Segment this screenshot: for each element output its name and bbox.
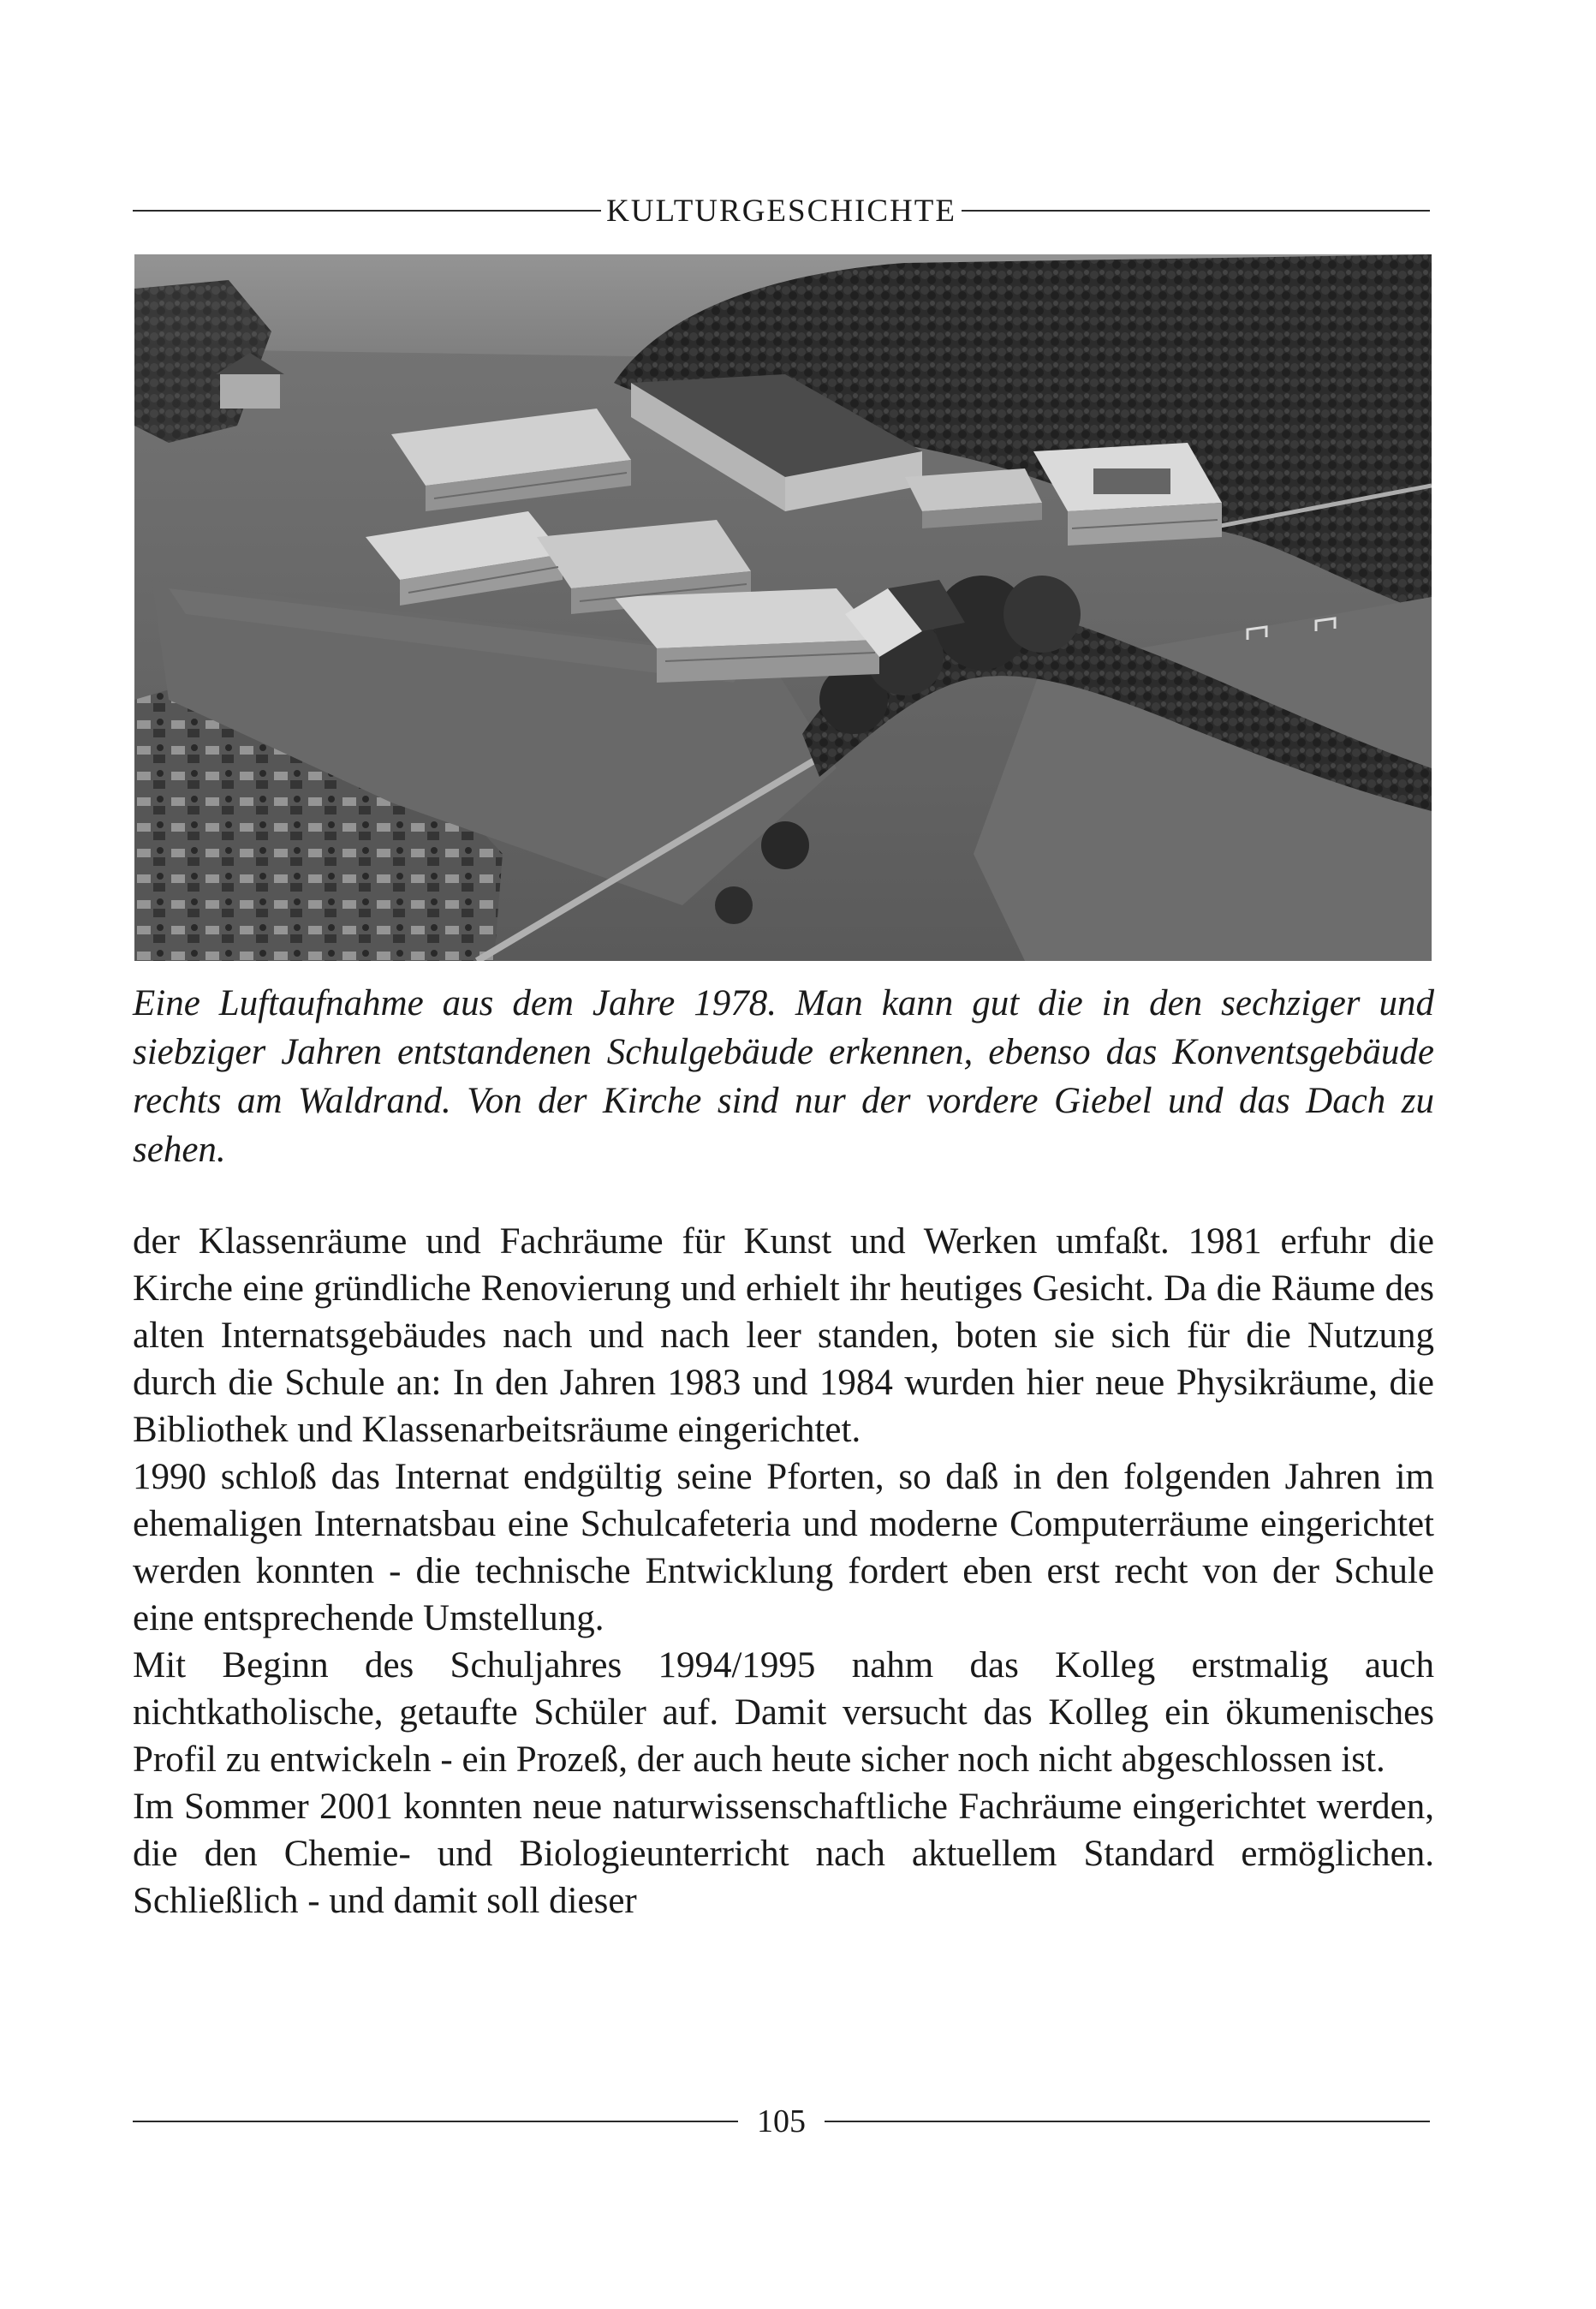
header-rule-left	[133, 210, 601, 212]
body-text	[133, 1218, 1434, 1924]
footer-rule-left	[133, 2121, 738, 2122]
page-number: 105	[757, 2103, 806, 2139]
photo-caption: Eine Luftaufnahme aus dem Jahre 1978. Man kann gut die in den sechziger und siebziger Jahren entstandenen Schulgebäude erkennen, ebenso das Konventsgebäude rechts am Waldrand. Von der Kirche sind nur der vordere Giebel und das Dach zu sehen.	[133, 983, 1434, 1170]
paragraph: Mit Beginn des Schuljahres 1994/1995 nahm das Kolleg erstmalig auch nichtkatholische, getaufte Schüler auf. Damit versucht das Kolleg ein ökumenisches Profil zu entwickeln - ein Prozeß, der auch heute sicher noch nicht abgeschlossen ist.	[133, 1645, 1434, 1780]
paragraph: der Klassenräume und Fachräume für Kunst und Werken umfaßt. 1981 erfuhr die Kirche eine gründliche Renovierung und erhielt ihr heutiges Gesicht. Da die Räume des alten Internatsgebäudes nach und nach leer standen, boten sie sich für die Nutzung durch die Schule an: In den Jahren 1983 und 1984 wurden hier neue Physikräume, die Bibliothek und Klassenarbeitsräume eingerichtet.	[133, 1221, 1434, 1450]
aerial-photo	[134, 254, 1432, 961]
paragraph: Im Sommer 2001 konnten neue naturwissenschaftliche Fachräume eingerichtet werden, die den Chemie- und Biologieunterricht nach aktuellem Standard ermöglichen. Schließlich - und damit soll dieser	[133, 1787, 1434, 1921]
section-title: KULTURGESCHICHTE	[606, 193, 956, 229]
header-rule-right	[962, 210, 1430, 212]
page-footer	[133, 2100, 1430, 2143]
footer-rule-right	[825, 2121, 1430, 2122]
paragraph: 1990 schloß das Internat endgültig seine Pforten, so daß in den folgenden Jahren im ehemaligen Internatsbau eine Schulcafeteria und moderne Computerräume eingerichtet werden konnten - die technische Entwicklung fordert eben erst recht von der Schule eine entsprechende Umstellung.	[133, 1457, 1434, 1638]
running-header	[133, 185, 1430, 236]
